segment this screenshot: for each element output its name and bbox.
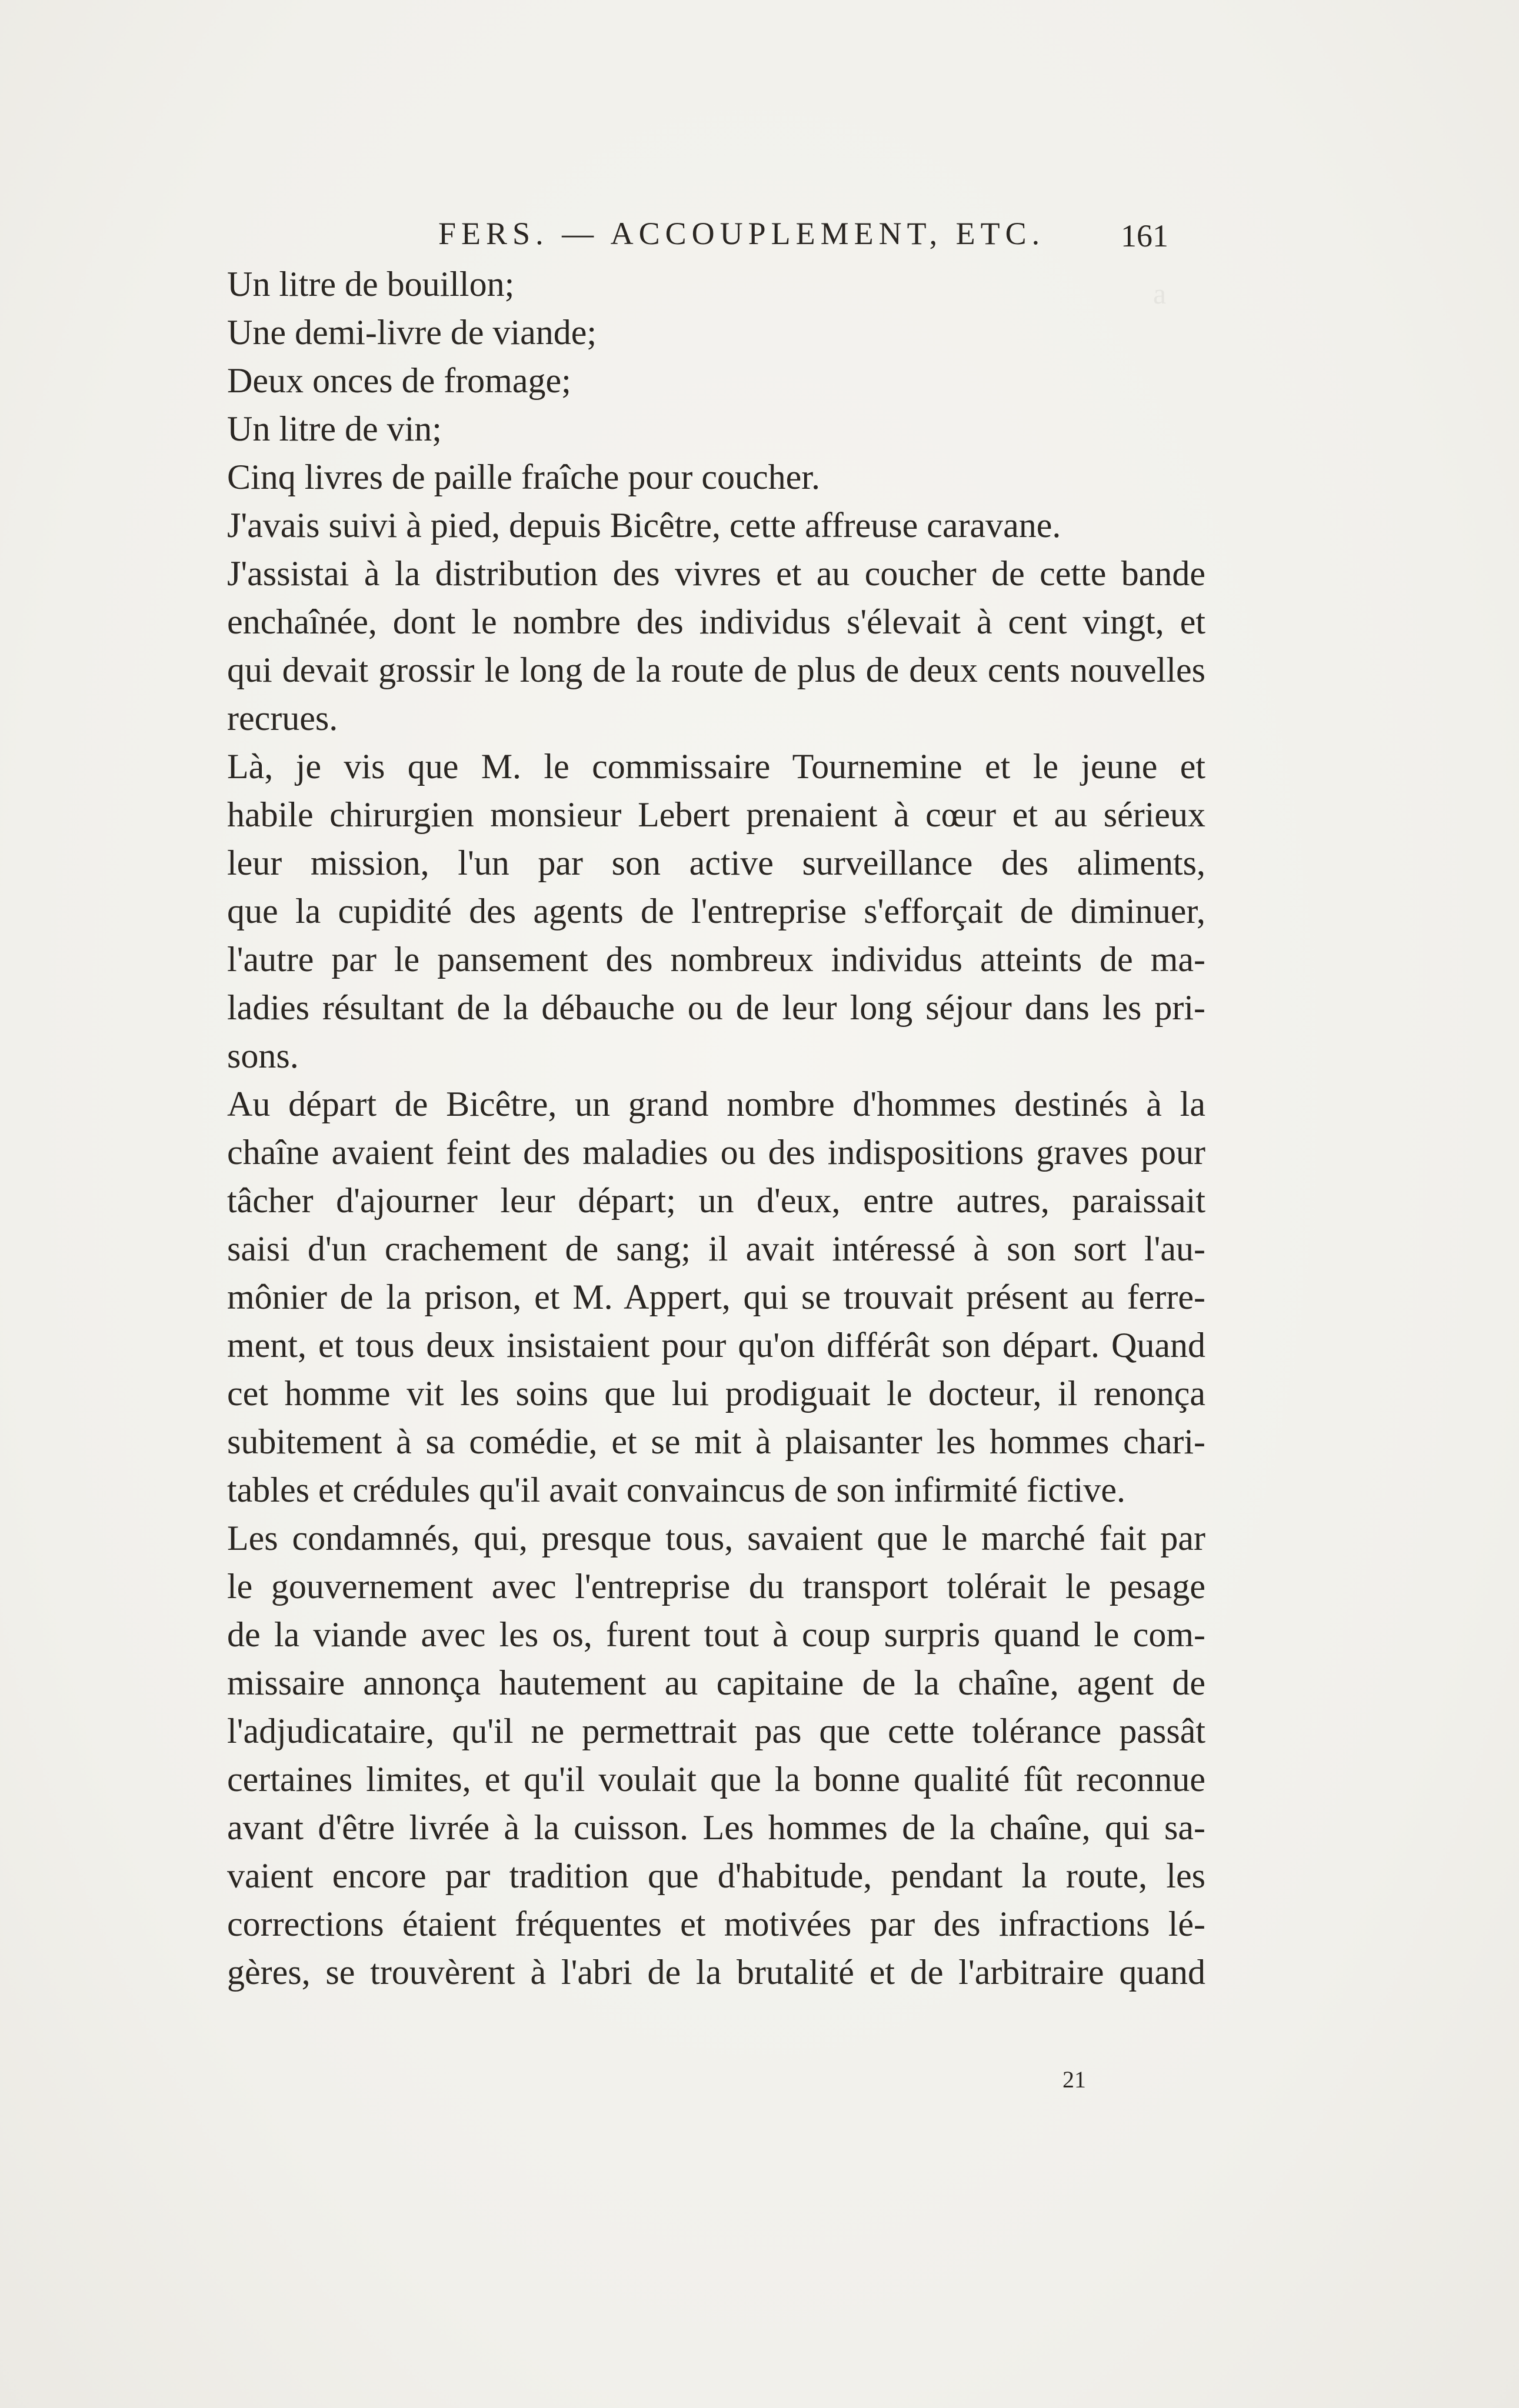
text-line: cet homme vit les soins que lui prodiguait le docteur, il renonça bbox=[227, 1374, 1205, 1413]
text-line: enchaînée, dont le nombre des individus s'élevait à cent vingt, et bbox=[227, 602, 1205, 641]
text-line: vaient encore par tradition que d'habitude, pendant la route, les bbox=[227, 1856, 1205, 1895]
text-line: habile chirurgien monsieur Lebert prenaient à cœur et au sérieux bbox=[227, 795, 1205, 834]
text-line: avant d'être livrée à la cuisson. Les hommes de la chaîne, qui sa- bbox=[227, 1808, 1205, 1847]
text-line: saisi d'un crachement de sang; il avait intéressé à son sort l'au- bbox=[227, 1229, 1205, 1268]
body-text bbox=[227, 260, 1205, 1996]
text-line: J'assistai à la distribution des vivres et au coucher de cette bande bbox=[227, 554, 1205, 593]
text-line: Au départ de Bicêtre, un grand nombre d'hommes destinés à la bbox=[227, 1085, 1205, 1123]
text-line: ladies résultant de la débauche ou de leur long séjour dans les pri- bbox=[227, 988, 1205, 1027]
text-line: Deux onces de fromage; bbox=[227, 361, 571, 400]
text-line: ment, et tous deux insistaient pour qu'on différât son départ. Quand bbox=[227, 1326, 1205, 1365]
text-line: tâcher d'ajourner leur départ; un d'eux, entre autres, paraissait bbox=[227, 1181, 1205, 1220]
show-through-text: a bbox=[1153, 277, 1167, 310]
text-line: qui devait grossir le long de la route de plus de deux cents nouvelles bbox=[227, 651, 1205, 689]
text-line: Les condamnés, qui, presque tous, savaient que le marché fait par bbox=[227, 1519, 1205, 1557]
text-line: recrues. bbox=[227, 699, 338, 738]
text-line: chaîne avaient feint des maladies ou des indispositions graves pour bbox=[227, 1133, 1205, 1172]
text-line: certaines limites, et qu'il voulait que la bonne qualité fût reconnue bbox=[227, 1760, 1205, 1799]
text-line: corrections étaient fréquentes et motivées par des infractions lé- bbox=[227, 1905, 1205, 1943]
text-line: gères, se trouvèrent à l'abri de la brutalité et de l'arbitraire quand bbox=[227, 1953, 1205, 1992]
text-line: J'avais suivi à pied, depuis Bicêtre, cette affreuse caravane. bbox=[227, 506, 1061, 545]
text-line: Là, je vis que M. le commissaire Tournemine et le jeune et bbox=[227, 747, 1205, 786]
text-line: Un litre de vin; bbox=[227, 409, 442, 448]
text-line: missaire annonça hautement au capitaine de la chaîne, agent de bbox=[227, 1663, 1205, 1702]
text-line: mônier de la prison, et M. Appert, qui se trouvait présent au ferre- bbox=[227, 1278, 1205, 1316]
text-line: sons. bbox=[227, 1036, 299, 1075]
text-line: leur mission, l'un par son active surveillance des aliments, bbox=[227, 843, 1205, 882]
text-line: le gouvernement avec l'entreprise du transport tolérait le pesage bbox=[227, 1567, 1205, 1606]
text-line: Un litre de bouillon; bbox=[227, 265, 515, 303]
text-line: que la cupidité des agents de l'entreprise s'efforçait de diminuer, bbox=[227, 892, 1205, 930]
text-line: Cinq livres de paille fraîche pour coucher. bbox=[227, 458, 820, 496]
signature-mark: 21 bbox=[1062, 2066, 1086, 2093]
page-header bbox=[0, 213, 1519, 254]
page-number: 161 bbox=[1121, 218, 1168, 254]
text-line: tables et crédules qu'il avait convaincus de son infirmité fictive. bbox=[227, 1470, 1125, 1509]
text-line: subitement à sa comédie, et se mit à plaisanter les hommes chari- bbox=[227, 1422, 1205, 1461]
text-line: l'autre par le pansement des nombreux individus atteints de ma- bbox=[227, 940, 1205, 979]
text-line: de la viande avec les os, furent tout à coup surpris quand le com- bbox=[227, 1615, 1205, 1654]
text-line: Une demi-livre de viande; bbox=[227, 313, 597, 352]
running-head: FERS. — ACCOUPLEMENT, ETC. bbox=[438, 216, 1045, 251]
text-line: l'adjudicataire, qu'il ne permettrait pas que cette tolérance passât bbox=[227, 1712, 1205, 1750]
